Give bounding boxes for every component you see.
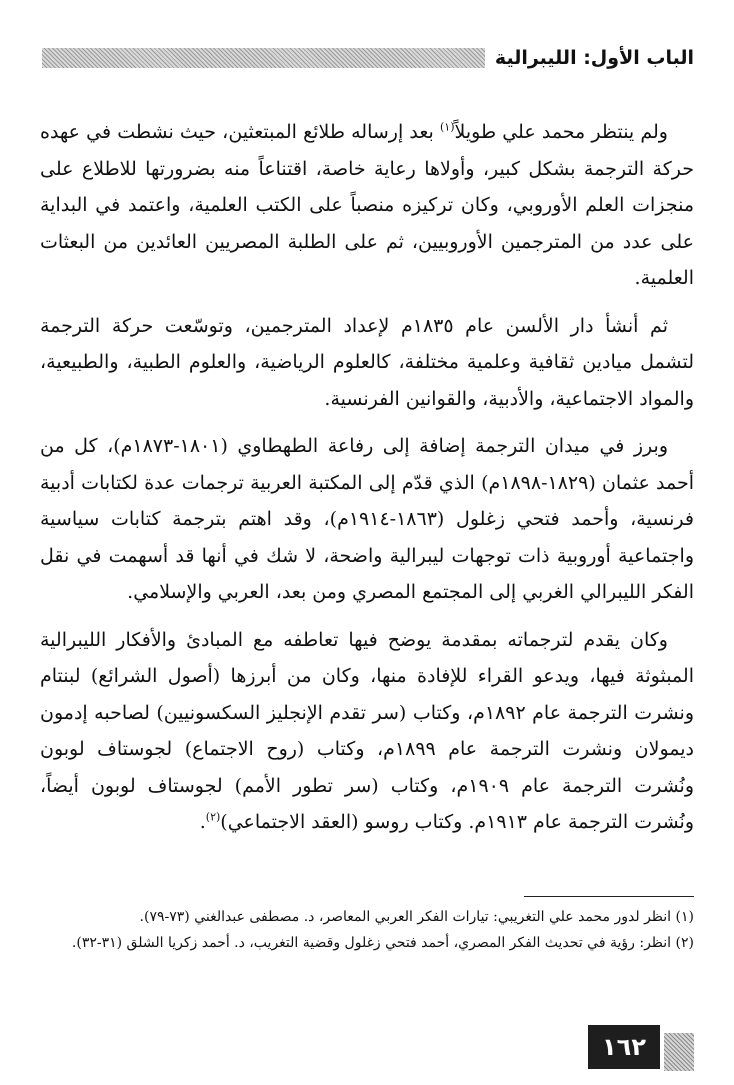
paragraph-text: بعد إرساله طلائع المبتعثين، حيث نشطت في عهده حركة الترجمة بشكل كبير، وأولاها رعاية خاصة، اقتناعاً منه بضرورتها للاطلاع على منجزات العلم الأوروبي، وكان تركيزه منصباً على الكتب العلمية، واعتمد في البداية على عدد من المترجمين الأوروبيين، ثم على الطلبة المصريين العائدين من البعثات العلمية. bbox=[40, 121, 694, 289]
paragraph-text: . bbox=[199, 811, 206, 833]
footnote-ref: (٢) bbox=[205, 810, 221, 824]
paragraph bbox=[40, 114, 694, 297]
paragraph-text: ولم ينتظر محمد علي طويلاً bbox=[454, 121, 668, 143]
page-corner-decoration bbox=[664, 1033, 694, 1071]
paragraph bbox=[40, 622, 694, 841]
footnote: (٢) انظر: رؤية في تحديث الفكر المصري، أحمد فتحي زغلول وقضية التغريب، د. أحمد زكريا الشلق (٣١-٣٢). bbox=[71, 935, 694, 951]
page-number: ١٦٢ bbox=[588, 1025, 660, 1069]
footnote-ref: (١) bbox=[439, 120, 455, 134]
main-text bbox=[40, 114, 694, 852]
footnote: (١) انظر لدور محمد علي التغريبي: تيارات الفكر العربي المعاصر، د. مصطفى عبدالغني (٧٣-٧٩). bbox=[139, 909, 694, 925]
paragraph: وبرز في ميدان الترجمة إضافة إلى رفاعة الطهطاوي (١٨٠١-١٨٧٣م)، كل من أحمد عثمان (١٨٢٩-١٨٩٨م) الذي قدّم إلى المكتبة العربية ترجمات عدة لكتابات أدبية فرنسية، وأحمد فتحي زغلول (١٨٦٣-١٩١٤م)، وقد اهتم بترجمة كتابات سياسية واجتماعية أوروبية ذات توجهات ليبرالية واضحة، لا شك في أنها قد أسهمت في نقل الفكر الليبرالي الغربي إلى المجتمع المصري ومن بعد، العربي والإسلامي. bbox=[40, 435, 694, 603]
paragraph-text: وكان يقدم لترجماته بمقدمة يوضح فيها تعاطفه مع المبادئ والأفكار الليبرالية المبثوثة فيها، ويدعو القراء للإفادة منها، وكان من أبرزها (أصول الشرائع) لبنتام ونشرت الترجمة عام ١٨٩٢م، وكتاب (سر تقدم الإنجليز السكسونيين) لصاحبه إدمون ديمولان ونشرت الترجمة عام ١٨٩٩م، وكتاب (روح الاجتماع) لجوستاف لوبون ونُشرت الترجمة عام ١٩٠٩م، وكتاب (سر تطور الأمم) لجوستاف لوبون أيضاً، ونُشرت الترجمة عام ١٩١٣م. وكتاب روسو (العقد الاجتماعي) bbox=[40, 628, 694, 833]
header-decorative-bar bbox=[42, 48, 485, 68]
footnote-divider bbox=[524, 896, 694, 897]
footnotes bbox=[40, 904, 694, 956]
paragraph: ثم أنشأ دار الألسن عام ١٨٣٥م لإعداد المترجمين، وتوسّعت حركة الترجمة لتشمل ميادين ثقافية وعلمية مختلفة، كالعلوم الرياضية، والعلوم الطبية، والطبيعية، والمواد الاجتماعية، والأدبية، والقوانين الفرنسية. bbox=[40, 314, 694, 410]
running-header bbox=[42, 44, 694, 72]
chapter-title: الباب الأول: الليبرالية bbox=[494, 47, 694, 69]
